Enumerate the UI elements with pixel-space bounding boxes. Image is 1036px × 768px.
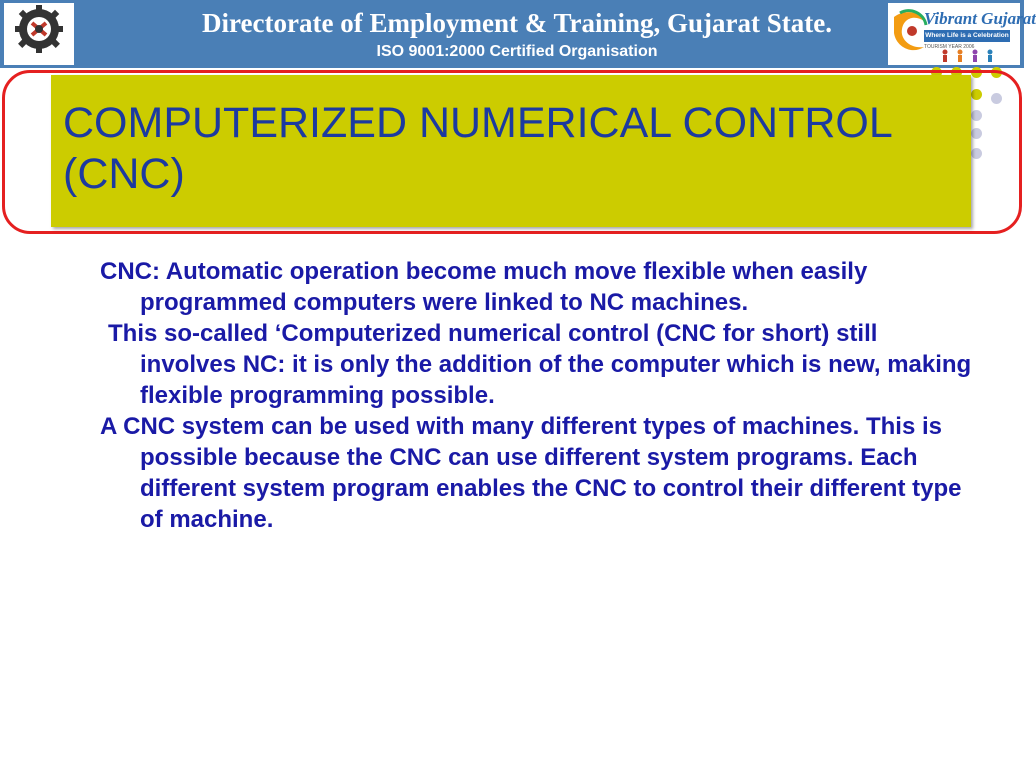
figures-icon (940, 49, 1010, 63)
slide-title: COMPUTERIZED NUMERICAL CONTROL (CNC) (63, 99, 892, 198)
logo-brand-text: Vibrant Gujarat (924, 9, 1036, 28)
header-banner (0, 0, 1036, 68)
paragraph-3: A CNC system can be used with many different types of machines. This is possible because the CNC can use different system programs. Each different system program enables the CNC to control their different type of machine. (100, 413, 962, 533)
certification-subtitle: ISO 9001:2000 Certified Organisation (376, 43, 658, 60)
slide-body (100, 256, 980, 535)
logo-footnote: TOURISM YEAR 2006 (924, 44, 975, 50)
paragraph-1: CNC: Automatic operation become much move flexible when easily programmed computers were linked to NC machines. (100, 258, 868, 316)
logo-tagline: Where Life is a Celebration (924, 30, 1010, 42)
organisation-title: Directorate of Employment & Training, Gujarat State. (202, 8, 832, 38)
title-panel (51, 75, 971, 227)
vibrant-gujarat-logo (888, 3, 1036, 65)
paragraph-2: This so-called ‘Computerized numerical control (CNC for short) still involves NC: it is only the addition of the computer which is new, making flexible programming possible. (108, 320, 972, 409)
